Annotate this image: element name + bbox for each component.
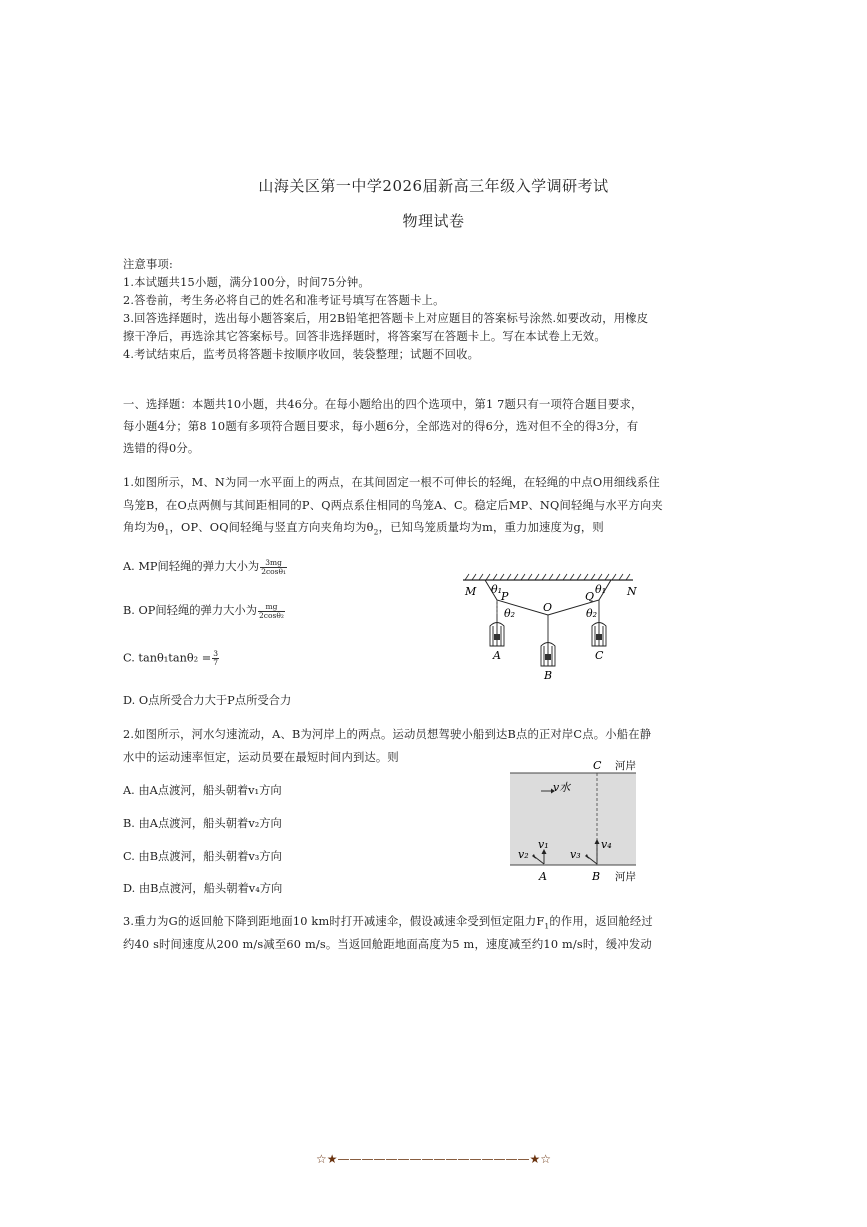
label-q: Q: [585, 590, 595, 603]
birdcage-figure: [455, 570, 645, 685]
label-v4: v₄: [601, 838, 612, 851]
section-instructions: 一、选择题：本题共10小题，共46分。在每小题给出的四个选项中，第1 7题只有一项符合题目要求，: [123, 398, 643, 411]
label-v3: v₃: [570, 848, 581, 861]
section-instructions: 选错的得0分。: [123, 442, 200, 455]
question-1-text: 鸟笼B，在O点两侧与其间距相同的P、Q两点系住相同的鸟笼A、C。稳定后MP、NQ间轻绳与水平方向夹: [123, 499, 663, 512]
label-bank-top: 河岸: [615, 760, 636, 772]
notice-item: 擦干净后，再选涂其它答案标号。回答非选择题时，将答案写在答题卡上。写在本试卷上无效。: [123, 330, 606, 343]
label-theta1-right: θ₁: [595, 583, 607, 596]
label-p: P: [501, 590, 509, 603]
page-title: 山海关区第一中学2026届新高三年级入学调研考试: [258, 177, 609, 195]
fraction: $\frac{3mg}{\text{2cosθ₁}}$: [261, 557, 287, 576]
question-1-text: 1.如图所示，M、N为同一水平面上的两点，在其间固定一根不可伸长的轻绳，在轻绳的中点O用细线系住: [123, 476, 660, 489]
question-1-option-c[interactable]: C. tanθ₁tanθ₂ = $\frac{3}{7}$: [123, 649, 219, 667]
label-o: O: [543, 601, 553, 614]
river-figure: [505, 757, 670, 885]
label-c: C: [593, 759, 602, 772]
fraction: $\frac{3}{7}$: [213, 649, 219, 667]
question-2-option-d[interactable]: D. 由B点渡河，船头朝着v₄方向: [123, 882, 283, 895]
label-a: A: [493, 649, 501, 662]
question-3-text: 3.重力为G的返回舱下降到距地面10 km时打开减速伞，假设减速伞受到恒定阻力$F_1$的作用，返回舱经过: [123, 915, 653, 931]
notice-item: 1.本试题共15小题，满分100分，时间75分钟。: [123, 276, 370, 289]
notice-heading: 注意事项:: [123, 258, 173, 271]
label-theta2-left: θ₂: [504, 607, 516, 620]
label-bank-bottom: 河岸: [615, 871, 636, 883]
label-v1: v₁: [538, 838, 549, 851]
label-b: B: [544, 669, 553, 682]
question-2-option-a[interactable]: A. 由A点渡河，船头朝着v₁方向: [123, 784, 282, 797]
label-theta2-right: θ₂: [586, 607, 598, 620]
question-1-option-d[interactable]: D. O点所受合力大于P点所受合力: [123, 694, 292, 707]
question-2-option-c[interactable]: C. 由B点渡河，船头朝着v₃方向: [123, 850, 282, 863]
section-instructions: 每小题4分；第8 10题有多项符合题目要求，每小题6分，全部选对的得6分，选对但不全的得3分，有: [123, 420, 639, 433]
question-2-text: 2.如图所示，河水匀速流动，A、B为河岸上的两点。运动员想驾驶小船到达B点的正对岸C点。小船在静: [123, 728, 652, 741]
question-3-text: 约40 s时间速度从200 m/s减至60 m/s。当返回舱距地面高度为5 m，速度减至约10 m/s时，缓冲发动: [123, 938, 652, 951]
label-m: M: [465, 585, 477, 598]
label-theta1-left: θ₁: [491, 583, 503, 596]
question-1-option-a[interactable]: A. MP间轻绳的弹力大小为 $\frac{3mg}{\text{2cosθ₁}}$: [123, 557, 287, 576]
footer-decoration: ☆★————————————————★☆: [315, 1152, 552, 1166]
label-a: A: [539, 870, 547, 883]
question-2-option-b[interactable]: B. 由A点渡河，船头朝着v₂方向: [123, 817, 282, 830]
question-1-text: 角均为$\theta_1$，OP、OQ间轻绳与竖直方向夹角均为$\theta_2$，已知鸟笼质量均为m，重力加速度为g，则: [123, 521, 604, 537]
label-b: B: [592, 870, 601, 883]
question-1-option-b[interactable]: B. OP间轻绳的弹力大小为 $\frac{mg}{\text{2cosθ₂}}$: [123, 601, 284, 620]
question-2-text: 水中的运动速率恒定，运动员要在最短时间内到达。则: [123, 751, 399, 764]
notice-item: 2.答卷前，考生务必将自己的姓名和准考证号填写在答题卡上。: [123, 294, 445, 307]
page-subtitle: 物理试卷: [402, 212, 465, 230]
label-n: N: [627, 585, 637, 598]
notice-item: 3.回答选择题时，选出每小题答案后，用2B铅笔把答题卡上对应题目的答案标号涂然.如要改动，用橡皮: [123, 312, 649, 325]
fraction: $\frac{mg}{\text{2cosθ₂}}$: [259, 601, 284, 620]
label-v-water: v水: [553, 781, 571, 794]
label-v2: v₂: [518, 848, 529, 861]
label-c: C: [595, 649, 604, 662]
notice-item: 4.考试结束后，监考员将答题卡按顺序收回，装袋整理；试题不回收。: [123, 348, 480, 361]
